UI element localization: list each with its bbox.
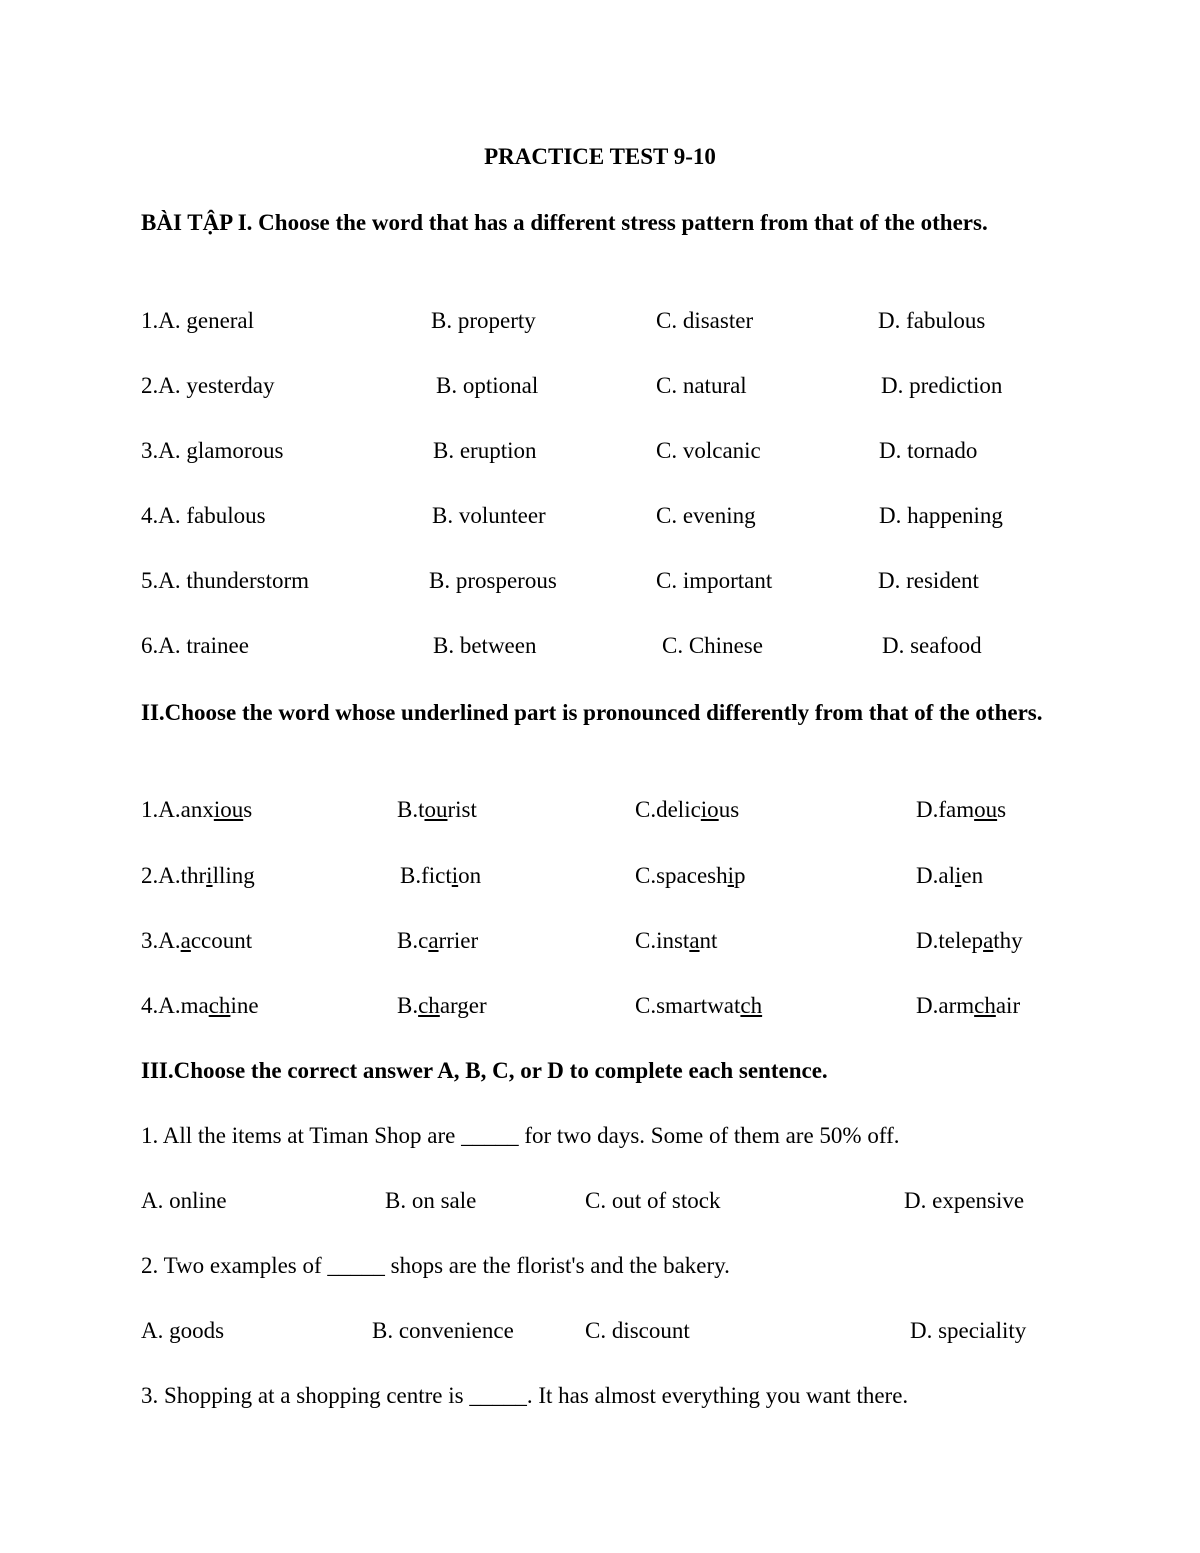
option-b: B.charger — [397, 993, 487, 1018]
underlined-part: i — [727, 863, 735, 888]
option-c: C. Chinese — [662, 633, 763, 658]
option-b: B.carrier — [397, 928, 479, 953]
underlined-part: ch — [208, 993, 231, 1018]
option-a: 3.A. glamorous — [141, 438, 284, 463]
question-row-s3-1-options — [0, 1187, 1200, 1217]
question-row-s2-3 — [0, 927, 1200, 957]
option-d: D.famous — [916, 797, 1007, 822]
option-a: 6.A. trainee — [141, 633, 249, 658]
underlined-part: a — [428, 928, 439, 953]
option-b: B.tourist — [397, 797, 477, 822]
underlined-part: a — [180, 928, 191, 953]
question-row-s3-2-options — [0, 1317, 1200, 1347]
underlined-part: i — [451, 863, 459, 888]
question-s3-2: 2. Two examples of _____ shops are the florist's and the bakery. — [141, 1253, 730, 1278]
option-a: 1.A.anxious — [141, 797, 253, 822]
option-c: C.delicious — [635, 797, 740, 822]
question-row-s1-4 — [0, 502, 1200, 532]
question-row-s1-6 — [0, 632, 1200, 662]
option-a: A. goods — [141, 1318, 225, 1343]
option-a: 4.A. fabulous — [141, 503, 266, 528]
option-d: D. happening — [879, 503, 1003, 528]
option-c: C.spaceship — [635, 863, 746, 888]
underlined-part: ou — [424, 797, 448, 822]
option-a: 2.A. yesterday — [141, 373, 275, 398]
option-c: C. important — [656, 568, 773, 593]
option-d: D. seafood — [882, 633, 982, 658]
option-d: D.alien — [916, 863, 984, 888]
option-c: C. out of stock — [585, 1188, 721, 1213]
option-c: C.smartwatch — [635, 993, 763, 1018]
option-b: B. optional — [436, 373, 539, 398]
underlined-part: a — [689, 928, 700, 953]
option-b: B. property — [431, 308, 536, 333]
option-a: 4.A.machine — [141, 993, 259, 1018]
option-d: D. prediction — [881, 373, 1003, 398]
section-2-heading: II.Choose the word whose underlined part is pronounced differently from that of the others. — [141, 700, 1043, 725]
option-b: B. between — [433, 633, 537, 658]
underlined-part: ch — [418, 993, 440, 1018]
option-c: C. volcanic — [656, 438, 761, 463]
option-d: D.telepathy — [916, 928, 1023, 953]
underlined-part: io — [700, 797, 719, 822]
underlined-part: i — [954, 863, 962, 888]
question-row-s1-2 — [0, 372, 1200, 402]
question-s3-3: 3. Shopping at a shopping centre is _____. It has almost everything you want there. — [141, 1383, 909, 1408]
option-b: B. eruption — [433, 438, 537, 463]
option-d: D. fabulous — [878, 308, 986, 333]
underlined-part: ou — [974, 797, 998, 822]
option-a: 1.A. general — [141, 308, 255, 333]
option-d: D. tornado — [879, 438, 978, 463]
option-a: 5.A. thunderstorm — [141, 568, 310, 593]
option-d: D.armchair — [916, 993, 1021, 1018]
underlined-part: i — [206, 863, 213, 888]
question-row-s2-1 — [0, 796, 1200, 826]
question-s3-1: 1. All the items at Timan Shop are _____ for two days. Some of them are 50% off. — [141, 1123, 900, 1148]
option-d: D. speciality — [910, 1318, 1027, 1343]
option-a: 2.A.thrilling — [141, 863, 255, 888]
option-c: C. discount — [585, 1318, 690, 1343]
underlined-part: a — [983, 928, 994, 953]
page-title: PRACTICE TEST 9-10 — [484, 144, 716, 169]
underlined-part: iou — [213, 797, 244, 822]
section-1-heading: BÀI TẬP I. Choose the word that has a different stress pattern from that of the others. — [141, 210, 988, 235]
question-row-s1-1 — [0, 307, 1200, 337]
option-b: B. convenience — [372, 1318, 514, 1343]
option-b: B. prosperous — [429, 568, 557, 593]
option-a: A. online — [141, 1188, 227, 1213]
question-row-s2-2 — [0, 862, 1200, 892]
option-b: B. volunteer — [432, 503, 546, 528]
underlined-part: ch — [974, 993, 996, 1018]
question-row-s2-4 — [0, 992, 1200, 1022]
option-c: C. natural — [656, 373, 747, 398]
question-row-s1-3 — [0, 437, 1200, 467]
underlined-part: ch — [740, 993, 763, 1018]
option-a: 3.A.account — [141, 928, 253, 953]
section-3-heading: III.Choose the correct answer A, B, C, or D to complete each sentence. — [141, 1058, 828, 1083]
option-d: D. resident — [878, 568, 979, 593]
option-c: C. evening — [656, 503, 756, 528]
option-c: C.instant — [635, 928, 718, 953]
option-c: C. disaster — [656, 308, 754, 333]
option-b: B.fiction — [400, 863, 482, 888]
option-d: D. expensive — [904, 1188, 1025, 1213]
option-b: B. on sale — [385, 1188, 477, 1213]
question-row-s1-5 — [0, 567, 1200, 597]
